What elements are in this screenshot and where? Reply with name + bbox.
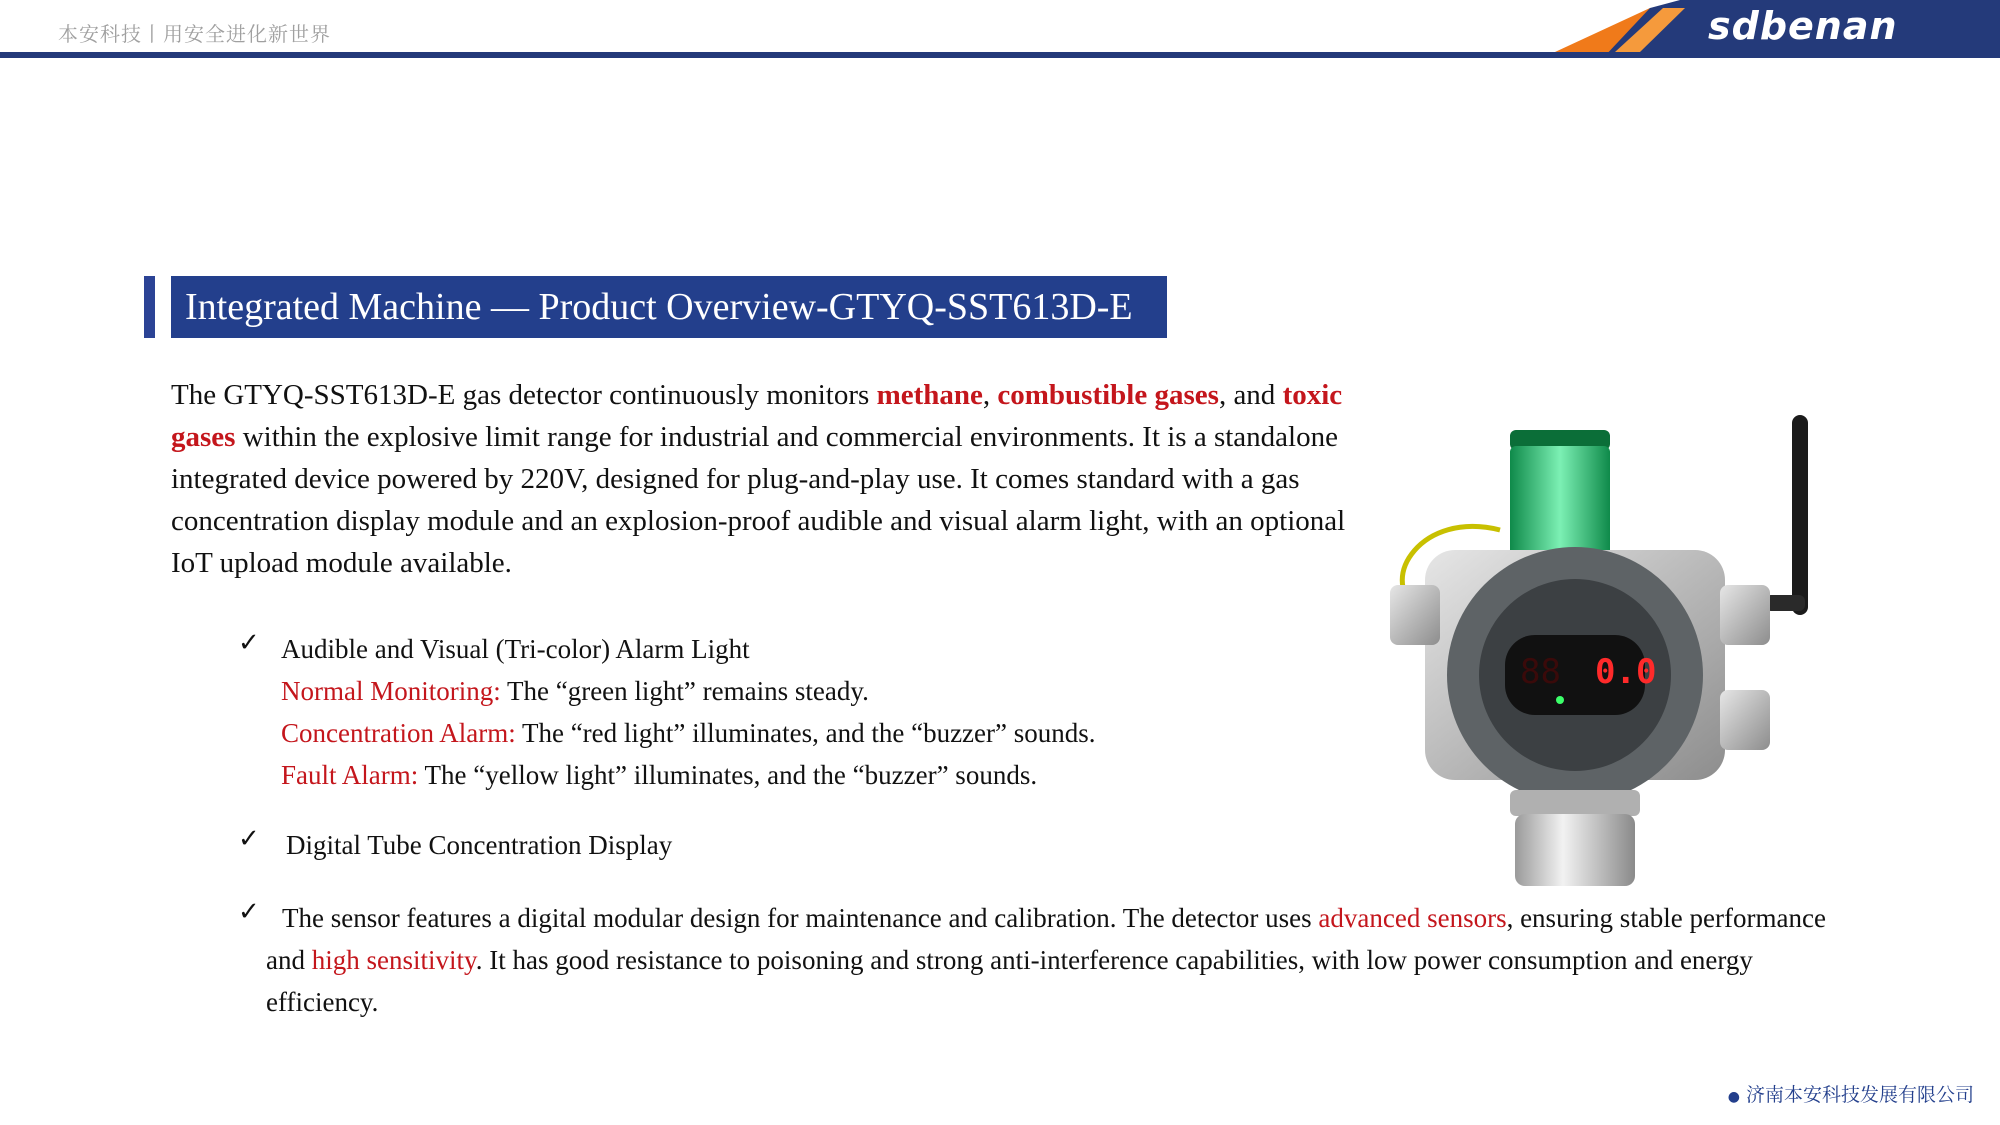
alarm-normal-line bbox=[281, 670, 1096, 712]
footer-company bbox=[1728, 1080, 1974, 1107]
alarm-concentration-text: The “red light” illuminates, and the “buzzer” sounds. bbox=[515, 718, 1096, 748]
footer-company-name: 济南本安科技发展有限公司 bbox=[1745, 1084, 1974, 1106]
alarm-concentration-label: Concentration Alarm: bbox=[281, 718, 516, 748]
page-title: Integrated Machine — Product Overview-GTYQ-SST613D-E bbox=[171, 276, 1167, 338]
check-icon: ✓ bbox=[238, 628, 260, 658]
footer-bullet-icon: ● bbox=[1727, 1089, 1740, 1105]
alarm-normal-text: The “green light” remains steady. bbox=[500, 676, 869, 706]
intro-text: The GTYQ-SST613D-E gas detector continuously monitors bbox=[171, 379, 877, 411]
alarm-normal-label: Normal Monitoring: bbox=[281, 676, 501, 706]
intro-text: , bbox=[982, 379, 998, 411]
feature-alarm-title: Audible and Visual (Tri-color) Alarm Light bbox=[281, 634, 750, 664]
brand-logo-text: sdbenan bbox=[1708, 4, 1898, 48]
highlight-high-sensitivity: high sensitivity bbox=[311, 945, 476, 975]
title-accent-bar bbox=[144, 276, 155, 338]
highlight-methane: methane bbox=[876, 379, 983, 411]
svg-text:88: 88 bbox=[1520, 652, 1561, 692]
device-display-reading: 0.0 bbox=[1595, 652, 1657, 692]
intro-paragraph bbox=[171, 374, 1386, 584]
alarm-fault-line bbox=[281, 754, 1096, 796]
sensor-text: . It has good resistance to poisoning and strong anti-interference capabilities, with low power consumption and energy efficiency. bbox=[266, 945, 1753, 1017]
header-divider bbox=[0, 52, 2000, 58]
gas-detector-image bbox=[1360, 410, 1820, 890]
feature-sensor-text bbox=[266, 897, 1826, 1023]
highlight-toxic-gases: toxic gases bbox=[171, 379, 1343, 453]
highlight-advanced-sensors: advanced sensors bbox=[1318, 903, 1507, 933]
intro-text: within the explosive limit range for industrial and commercial environments. It is a standalone integrated device powered by 220V, designed for plug-and-play use. It comes standard with a gas concentration display module and an explosion-proof audible and visual alarm light, with an optional IoT upload module available. bbox=[171, 421, 1346, 579]
alarm-concentration-line bbox=[281, 712, 1096, 754]
sensor-text: , ensuring stable performance and bbox=[266, 903, 1826, 975]
alarm-fault-text: The “yellow light” illuminates, and the “buzzer” sounds. bbox=[418, 760, 1038, 790]
header-tagline: 本安科技丨用安全进化新世界 bbox=[58, 22, 331, 46]
check-icon: ✓ bbox=[238, 824, 260, 854]
intro-text: , and bbox=[1218, 379, 1283, 411]
sensor-text: The sensor features a digital modular design for maintenance and calibration. The detector uses bbox=[282, 903, 1319, 933]
alarm-fault-label: Fault Alarm: bbox=[281, 760, 419, 790]
feature-display-title: Digital Tube Concentration Display bbox=[286, 830, 673, 860]
highlight-combustible-gases: combustible gases bbox=[997, 379, 1219, 411]
feature-alarm-details bbox=[281, 670, 1096, 796]
check-icon: ✓ bbox=[238, 897, 260, 927]
